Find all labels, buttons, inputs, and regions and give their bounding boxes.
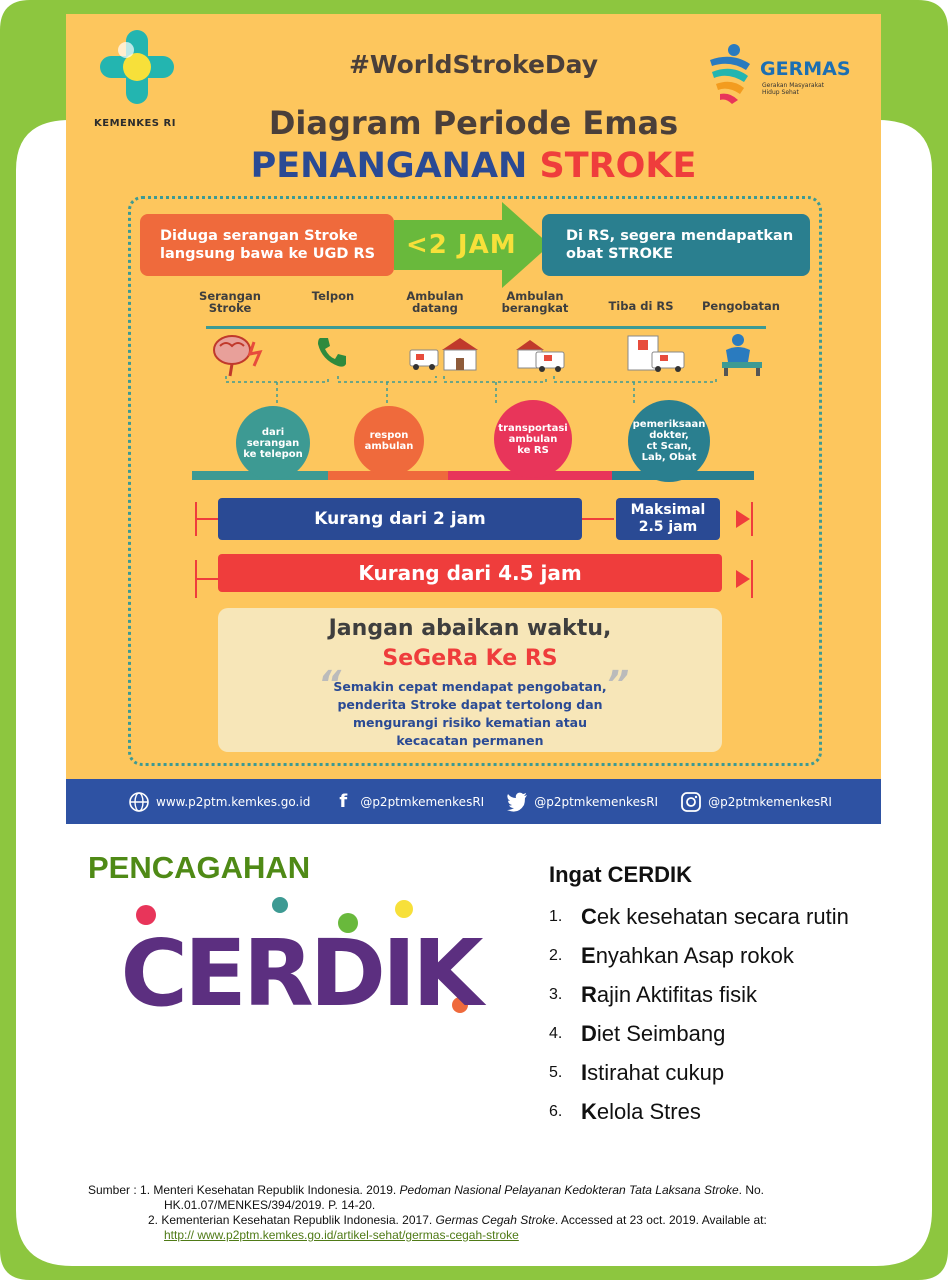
circle-ambulance-transport: [494, 400, 572, 478]
footer-twitter[interactable]: [506, 791, 658, 813]
message-line2: SeGeRa Ke RS: [382, 646, 558, 671]
ingat-cerdik-title: Ingat CERDIK: [549, 862, 692, 887]
twitter-icon: [506, 791, 528, 813]
source1-c: HK.01.07/MENKES/394/2019. P. 14-20.: [164, 1198, 376, 1212]
list-first-letter: R: [581, 981, 597, 1007]
step3-l2: berangkat: [501, 301, 569, 315]
step4-l1: Tiba di RS: [608, 299, 674, 313]
source2-link[interactable]: http:// www.p2ptm.kemkes.go.id/artikel-sehat/germas-cegah-stroke: [164, 1228, 519, 1242]
step-label-phone: [288, 290, 378, 302]
circle0-l2: serangan: [246, 437, 300, 449]
kemenkes-label: KEMENKES RI: [94, 118, 176, 129]
germas-logo-icon: [706, 42, 754, 104]
hospital-line1: Di RS, segera mendapatkan: [566, 228, 794, 244]
circle2-l3: ke RS: [517, 444, 549, 456]
step-connectors: [216, 376, 776, 410]
step0-l2: Stroke: [208, 301, 252, 315]
list-num: 5.: [549, 1063, 563, 1081]
list-first-letter: C: [581, 903, 597, 929]
ambulance-house-icon-2: [516, 336, 566, 372]
open-quote-icon: “: [318, 664, 342, 705]
hashtag: #WorldStrokeDay: [348, 50, 599, 79]
germas-label: GERMAS: [760, 58, 851, 80]
list-num: 2.: [549, 946, 563, 964]
footer-web[interactable]: [128, 791, 310, 813]
quote-line3: mengurangi risiko kematian atau: [352, 715, 588, 730]
list-rest: iet Seimbang: [596, 1020, 726, 1046]
step-label-stroke: [182, 290, 278, 314]
step2-l2: datang: [412, 301, 458, 315]
list-num: 3.: [549, 985, 563, 1003]
list-first-letter: I: [581, 1059, 588, 1085]
title-part-b: STROKE: [539, 146, 697, 186]
footer-instagram-text: @p2ptmkemenkesRI: [708, 794, 832, 809]
circle0-l1: dari: [261, 426, 285, 438]
source2-a: 2. Kementerian Kesehatan Republik Indonesia. 2017.: [148, 1213, 436, 1227]
two-hour-label: <2 JAM: [406, 230, 517, 260]
quote-line4: kecacatan permanen: [396, 733, 544, 748]
hospital-treatment-box: [542, 214, 810, 276]
poster-title-line1: Diagram Periode Emas: [268, 104, 679, 142]
step5-l1: Pengobatan: [702, 299, 780, 313]
list-first-letter: E: [581, 942, 596, 968]
bar1b-l2: 2.5 jam: [638, 519, 698, 535]
source1-b: . No.: [738, 1183, 765, 1197]
list-first-letter: D: [581, 1020, 597, 1046]
step2-l1: Ambulan: [406, 289, 464, 303]
list-item: [549, 897, 849, 936]
poster-title-line2: [66, 146, 881, 186]
ambulance-house-icon-1: [408, 336, 478, 372]
facebook-icon: f: [339, 791, 348, 812]
list-rest: ajin Aktifitas fisik: [596, 981, 758, 1007]
list-num: 1.: [549, 907, 563, 925]
phone-icon: [314, 334, 350, 370]
poster-footer: [66, 779, 881, 824]
step3-l1: Ambulan: [506, 289, 564, 303]
footer-facebook-text: @p2ptmkemenkesRI: [360, 794, 485, 809]
step-label-treatment: [692, 300, 790, 312]
list-item: [549, 975, 849, 1014]
source2-title: Germas Cegah Stroke: [435, 1213, 555, 1227]
prevention-heading: PENCAGAHAN: [88, 850, 311, 885]
germas-sub1: Gerakan Masyarakat: [762, 82, 824, 89]
footer-facebook[interactable]: [332, 791, 484, 813]
circle1-l1: respon: [369, 430, 409, 441]
germas-sub2: Hidup Sehat: [762, 89, 799, 96]
circle1-l2: ambulan: [364, 441, 414, 452]
list-item: [549, 1014, 849, 1053]
instagram-icon: [680, 791, 702, 813]
quote-line2: penderita Stroke dapat tertolong dan: [337, 697, 603, 712]
list-item: [549, 1092, 849, 1131]
step-label-ambulance-depart: [490, 290, 580, 314]
brain-icon: [210, 332, 266, 378]
source1-title: Pedoman Nasional Pelayanan Kedokteran Tata Laksana Stroke: [399, 1183, 739, 1197]
bar-max-2-5h: [616, 498, 720, 540]
step0-l1: Serangan: [199, 289, 261, 303]
globe-icon: [128, 791, 150, 813]
suspected-line2: langsung bawa ke UGD RS: [160, 246, 376, 262]
hospital-line2: obat STROKE: [566, 246, 674, 262]
step1-l1: Telpon: [311, 289, 355, 303]
bar1b-l1: Maksimal: [630, 502, 706, 518]
stroke-infographic-poster: [66, 14, 881, 824]
cerdik-art-icon: [104, 893, 496, 1021]
quote-line1: Semakin cepat mendapat pengobatan,: [333, 679, 607, 694]
list-first-letter: K: [581, 1098, 597, 1124]
circle2-l1: transportasi: [498, 422, 568, 434]
hospital-icon: [626, 332, 686, 372]
list-item: [549, 1053, 849, 1092]
title-part-a: PENANGANAN: [250, 146, 540, 186]
message-line1: Jangan abaikan waktu,: [328, 616, 612, 641]
timeline-line: [206, 326, 766, 329]
germas-subtitle: [762, 82, 824, 96]
list-num: 4.: [549, 1024, 563, 1042]
bar-less-than-4-5h: Kurang dari 4.5 jam: [218, 554, 722, 592]
list-rest: stirahat cukup: [587, 1059, 725, 1085]
suspected-stroke-box: [140, 214, 394, 276]
list-item: [549, 936, 849, 975]
bar-less-than-2h: Kurang dari 2 jam: [218, 498, 582, 540]
step-label-ambulance-arrive: [390, 290, 480, 314]
circle-ambulance-response: [354, 406, 424, 476]
circle2-l2: ambulan: [508, 433, 558, 445]
circle3-l2: dokter,: [649, 430, 689, 441]
cerdik-art-word: CERDIK: [120, 920, 480, 1021]
treatment-icon: [716, 332, 766, 376]
footer-web-text: www.p2ptm.kemkes.go.id: [156, 794, 311, 809]
circle3-l3: ct Scan,: [646, 441, 692, 452]
circle3-l1: pemeriksaan: [632, 419, 706, 430]
footer-instagram[interactable]: [680, 791, 832, 813]
cerdik-list: [549, 897, 849, 1131]
message-quote: [218, 678, 722, 750]
circle-attack-to-phone: [236, 406, 310, 480]
list-rest: ek kesehatan secara rutin: [596, 903, 849, 929]
suspected-line1: Diduga serangan Stroke: [160, 228, 358, 244]
footer-twitter-text: @p2ptmkemenkesRI: [534, 794, 659, 809]
source2-b: . Accessed at 23 oct. 2019. Available at:: [554, 1213, 767, 1227]
step-label-arrive-hospital: [596, 300, 686, 312]
sources: [88, 1183, 888, 1243]
circle-doctor-exam: [628, 400, 710, 482]
circle3-l4: Lab, Obat: [641, 452, 697, 463]
source-label: Sumber :: [88, 1183, 141, 1197]
circle0-l3: ke telepon: [243, 448, 303, 460]
list-rest: elola Stres: [596, 1098, 701, 1124]
list-rest: nyahkan Asap rokok: [595, 942, 794, 968]
cerdik-illustration: [104, 893, 496, 1021]
close-quote-icon: ”: [606, 664, 630, 705]
list-num: 6.: [549, 1102, 563, 1120]
source1-a: 1. Menteri Kesehatan Republik Indonesia. 2019.: [140, 1183, 400, 1197]
